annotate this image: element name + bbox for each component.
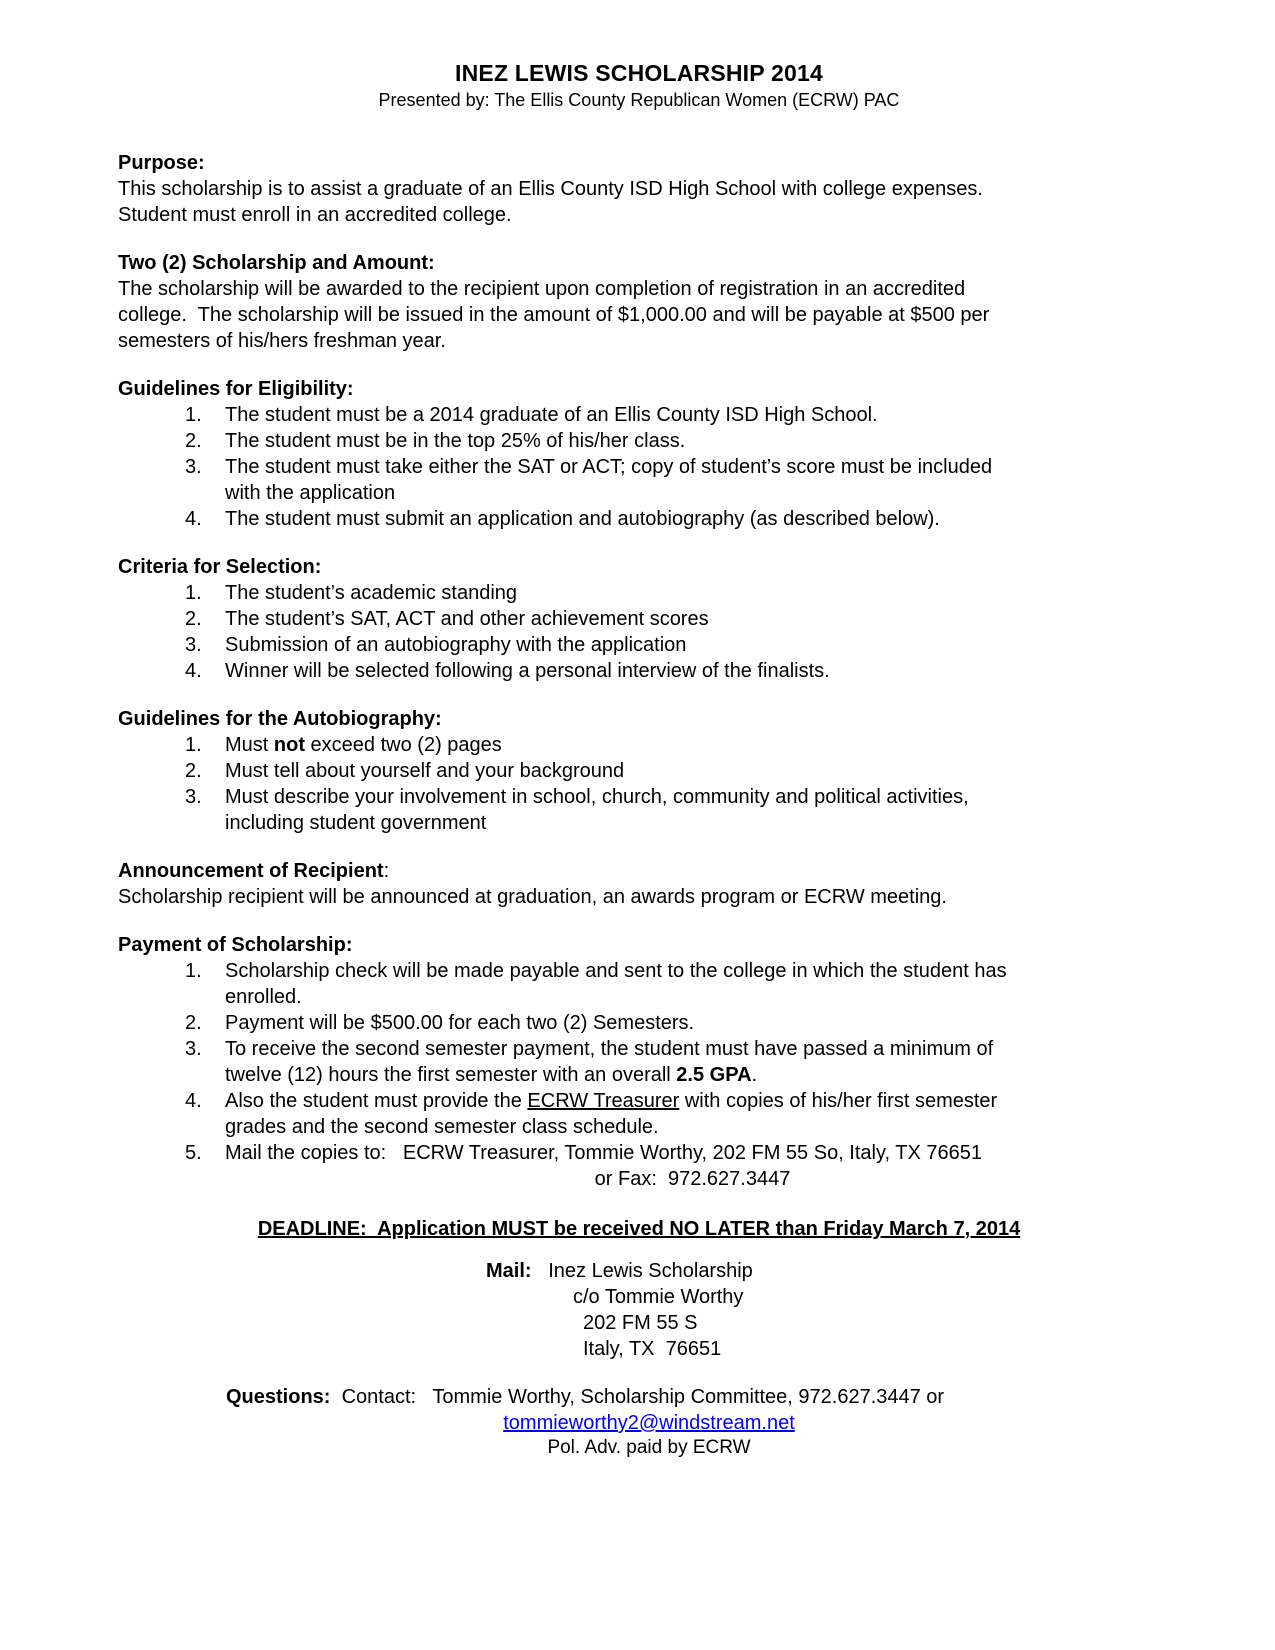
list-item [185,1140,1160,1192]
eligibility-list [185,402,1160,532]
body-line: college. The scholarship will be issued in the amount of $1,000.00 and will be payable at $500 per [118,304,990,326]
section-heading: Purpose: [118,152,205,174]
item-line: Mail the copies to: ECRW Treasurer, Tommie Worthy, 202 FM 55 So, Italy, TX 76651 [225,1142,982,1164]
item-number: 2. [185,1012,202,1034]
list-item [185,958,1160,1010]
criteria-list [185,580,1160,684]
contact-label: Contact: [341,1386,417,1408]
questions-label: Questions: [226,1386,331,1408]
list-item [185,732,1160,758]
item-text [225,1140,1160,1192]
item-number: 3. [185,456,202,478]
section-payment [118,932,1160,1192]
list-item [185,784,1160,836]
item-number: 1. [185,734,202,756]
deadline-line: DEADLINE: Application MUST be received NO LATER than Friday March 7, 2014 [257,1218,1021,1240]
section-purpose [118,150,1160,228]
section-heading: Two (2) Scholarship and Amount: [118,252,435,274]
list-item [185,1036,1160,1088]
mail-block [118,1258,1160,1362]
item-number: 3. [185,786,202,808]
item-text [225,958,1160,1010]
item-text: To receive the second semester payment, the student must have passed a minimum of twelve (12) hours the first semester with an overall 2.5 GPA. [225,1038,994,1086]
autobiography-list [185,732,1160,836]
section-autobiography [118,706,1160,836]
section-criteria [118,554,1160,684]
page-subtitle: Presented by: The Ellis County Republican Women (ECRW) PAC [378,90,900,110]
mail-line: Inez Lewis Scholarship [548,1260,753,1282]
item-text: Submission of an autobiography with the application [225,634,687,656]
body-line: Student must enroll in an accredited college. [118,204,512,226]
list-item [185,506,1160,532]
item-line: grades and the second semester class schedule. [225,1116,659,1138]
item-number: 4. [185,660,202,682]
bold-run: not [273,734,305,756]
section-heading: Guidelines for Eligibility: [118,378,354,400]
list-item [185,454,1160,506]
item-line: Must describe your involvement in school, church, community and political activities, [225,786,969,808]
item-number: 1. [185,960,202,982]
item-text [225,454,1160,506]
body-line: This scholarship is to assist a graduate of an Ellis County ISD High School with college expenses. [118,178,983,200]
item-number: 5. [185,1142,202,1164]
item-text: The student’s academic standing [225,582,518,604]
page-title: INEZ LEWIS SCHOLARSHIP 2014 [455,60,823,86]
mail-row [486,1258,1160,1284]
item-number: 3. [185,1038,202,1060]
item-line: enrolled. [225,986,302,1008]
item-line: including student government [225,812,487,834]
mail-label: Mail: [486,1260,532,1282]
mail-line: c/o Tommie Worthy [573,1286,744,1308]
list-item [185,402,1160,428]
item-line: To receive the second semester payment, the student must have passed a minimum of [225,1038,994,1060]
item-number: 4. [185,508,202,530]
item-number: 1. [185,404,202,426]
item-number: 1. [185,582,202,604]
list-item [185,1010,1160,1036]
item-text: The student must be a 2014 graduate of an Ellis County ISD High School. [225,404,878,426]
contact-text: Tommie Worthy, Scholarship Committee, 972.627.3447 or [432,1386,945,1408]
list-item [185,428,1160,454]
list-item [185,1088,1160,1140]
payment-list [185,958,1160,1192]
mail-line: 202 FM 55 S [583,1312,698,1334]
list-item [185,658,1160,684]
section-heading: Payment of Scholarship: [118,934,353,956]
item-text: Must tell about yourself and your background [225,760,625,782]
section-announcement [118,858,1160,910]
body-line: The scholarship will be awarded to the recipient upon completion of registration in an accredited [118,278,966,300]
section-heading: Announcement of Recipient: [118,860,390,882]
body-line: semesters of his/hers freshman year. [118,330,446,352]
email-row [138,1410,1160,1436]
item-number: 2. [185,430,202,452]
underlined-run: ECRW Treasurer [527,1090,680,1112]
questions-line [226,1384,1160,1410]
item-number: 3. [185,634,202,656]
item-text: Winner will be selected following a personal interview of the finalists. [225,660,830,682]
item-text: Payment will be $500.00 for each two (2) Semesters. [225,1012,695,1034]
mail-gap [532,1260,549,1282]
fax-line: or Fax: 972.627.3447 [594,1168,791,1190]
item-text: Also the student must provide the ECRW Treasurer with copies of his/her first semester grades and the second semester class schedule. [225,1090,998,1138]
item-line: with the application [225,482,396,504]
item-number: 2. [185,760,202,782]
section-scholarship-amount [118,250,1160,354]
item-line: Scholarship check will be made payable and sent to the college in which the student has [225,960,1007,982]
email-link[interactable]: tommieworthy2@windstream.net [503,1412,795,1434]
section-heading: Criteria for Selection: [118,556,322,578]
section-eligibility [118,376,1160,532]
item-number: 2. [185,608,202,630]
item-line: The student must take either the SAT or ACT; copy of student’s score must be included [225,456,993,478]
item-text: The student’s SAT, ACT and other achievement scores [225,608,709,630]
list-item [185,606,1160,632]
item-text: Must not exceed two (2) pages [225,734,502,756]
list-item [185,632,1160,658]
list-item [185,580,1160,606]
item-text: The student must submit an application and autobiography (as described below). [225,508,940,530]
pol-adv-line: Pol. Adv. paid by ECRW [547,1437,751,1458]
section-heading: Guidelines for the Autobiography: [118,708,442,730]
bold-run: 2.5 GPA [676,1064,752,1086]
item-text: The student must be in the top 25% of his/her class. [225,430,686,452]
item-text [225,784,1160,836]
mail-line: Italy, TX 76651 [583,1338,722,1360]
item-number: 4. [185,1090,202,1112]
list-item [185,758,1160,784]
body-line: Scholarship recipient will be announced at graduation, an awards program or ECRW meeting. [118,886,947,908]
